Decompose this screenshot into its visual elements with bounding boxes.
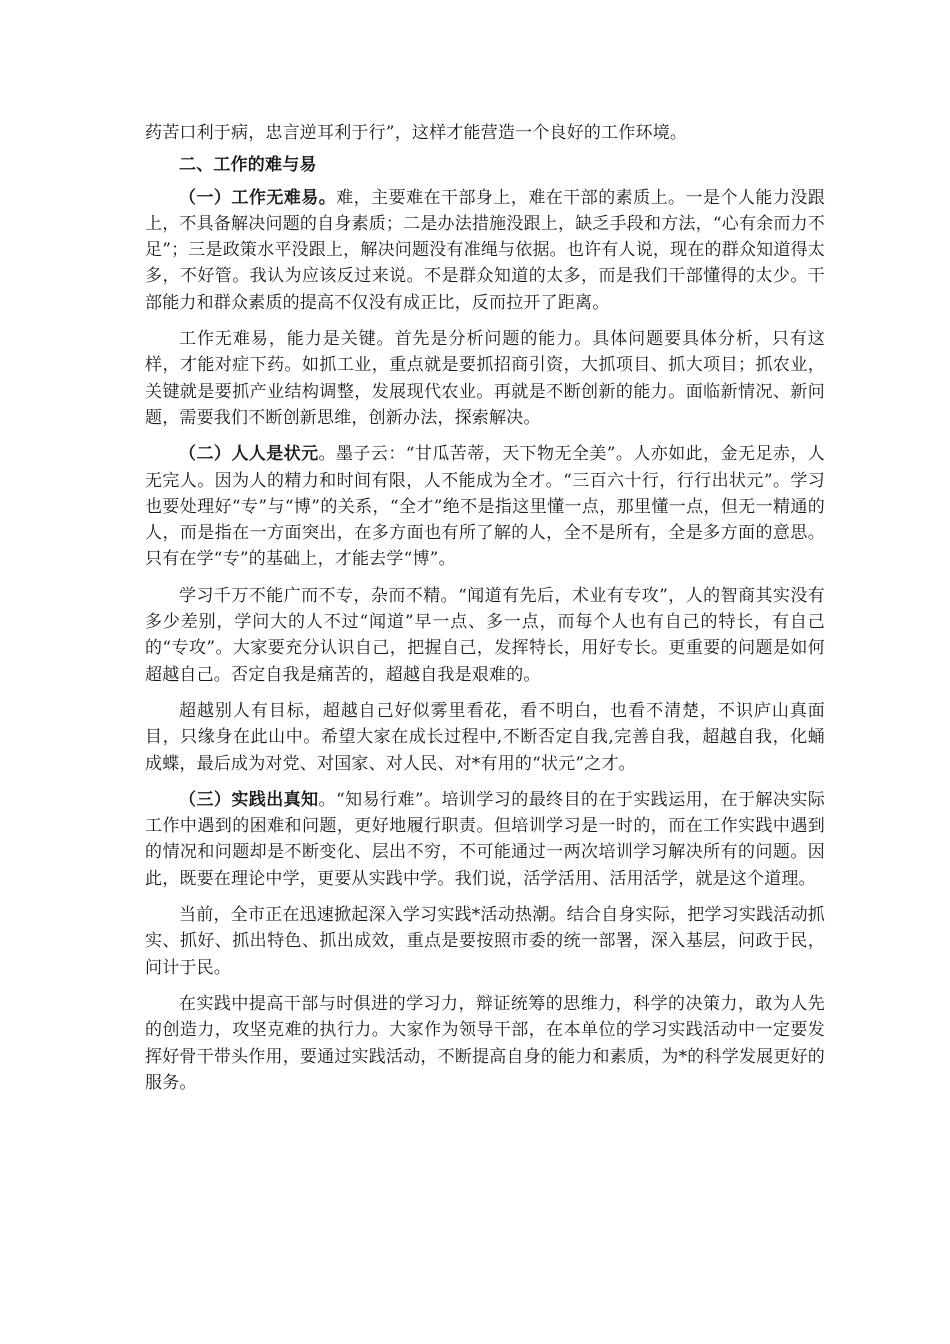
paragraph-text: 。墨子云：“甘瓜苦蒂，天下物无全美”。人亦如此，金无足赤，人无完人。因为人的精力和时间有限，人不能成为全才。“三百六十行，行行出状元”。学习也要处理好“专”与“博”的关系，“全才”绝不是指这里懂一点，那里懂一点，但无一精通的人，而是指在一方面突出，在多方面也有所了解的人，全不是所有，全是多方面的意思。只有在学“专”的基础上，才能去学“博”。 (145, 444, 825, 570)
subheading-3: （三）实践出真知 (179, 789, 319, 810)
section-heading: 二、工作的难与易 (179, 155, 317, 176)
paragraph-text: 。“知易行难”。培训学习的最终目的在于实践运用，在于解决实际工作中遇到的困难和问题，更好地履行职责。但培训学习是一时的，而在工作实践中遇到的情况和问题却是不断变化、层出不穷，不可能通过一两次培训学习解决所有的问题。因此，既要在理论中学，更要从实践中学。我们说，活学活用、活用活学，就是这个道理。 (145, 789, 825, 889)
paragraph-continued: 药苦口利于病，忠言逆耳利于行”，这样才能营造一个良好的工作环境。 (145, 123, 688, 143)
paragraph-surpass-self: 超越别人有目标，超越自己好似雾里看花，看不明白，也看不清楚，不识庐山真面目，只缘身在此山中。希望大家在成长过程中,不断否定自我,完善自我，超越自我，化蛹成蝶，最后成为对党、对国家、对人民、对*有用的“状元”之才。 (145, 700, 825, 774)
document-page (145, 120, 825, 1096)
paragraph-ability: 工作无难易，能力是关键。首先是分析问题的能力。具体问题要具体分析，只有这样，才能对症下药。如抓工业，重点就是要抓招商引资，大抓项目、抓大项目；抓农业，关键就是要抓产业结构调整，发展现代农业。再就是不断创新的能力。面临新情况、新问题，需要我们不断创新思维，创新办法，探索解决。 (145, 329, 825, 428)
paragraph-practice (145, 787, 825, 892)
subheading-2: （二）人人是状元 (179, 444, 319, 465)
paragraph-work-difficulty (145, 185, 825, 316)
paragraph-specialize: 学习千万不能广而不专，杂而不精。“闻道有先后，术业有专攻”，人的智商其实没有多少差别，学问大的人不过“闻道”早一点、多一点，而每个人也有自己的特长，有自己的“专攻”。大家要充分认识自己，把握自己，发挥特长，用好专长。更重要的问题是如何超越自己。否定自我是痛苦的，超越自我是艰难的。 (145, 585, 825, 685)
paragraph-text: 难，主要难在干部身上，难在干部的素质上。一是个人能力没跟上，不具备解决问题的自身素质；二是办法措施没跟上，缺乏手段和方法，“心有余而力不足”；三是政策水平没跟上，解决问题没有准绳与依据。也许有人说，现在的群众知道得太多，不好管。我认为应该反过来说。不是群众知道的太多，而是我们干部懂得的太少。干部能力和群众素质的提高不仅没有成正比，反而拉开了距离。 (145, 187, 825, 313)
paragraph-everyone-champion (145, 441, 825, 572)
paragraph-improve: 在实践中提高干部与时俱进的学习力，辩证统筹的思维力，科学的决策力，敢为人先的创造力，攻坚克难的执行力。大家作为领导干部，在本单位的学习实践活动中一定要发挥好骨干带头作用，要通过实践活动，不断提高自身的能力和素质，为*的科学发展更好的服务。 (145, 993, 825, 1093)
subheading-1: （一）工作无难易。 (179, 187, 337, 208)
paragraph-current: 当前，全市正在迅速掀起深入学习实践*活动热潮。结合自身实际，把学习实践活动抓实、抓好、抓出特色、抓出成效，重点是要按照市委的统一部署，深入基层，问政于民，问计于民。 (145, 905, 825, 978)
